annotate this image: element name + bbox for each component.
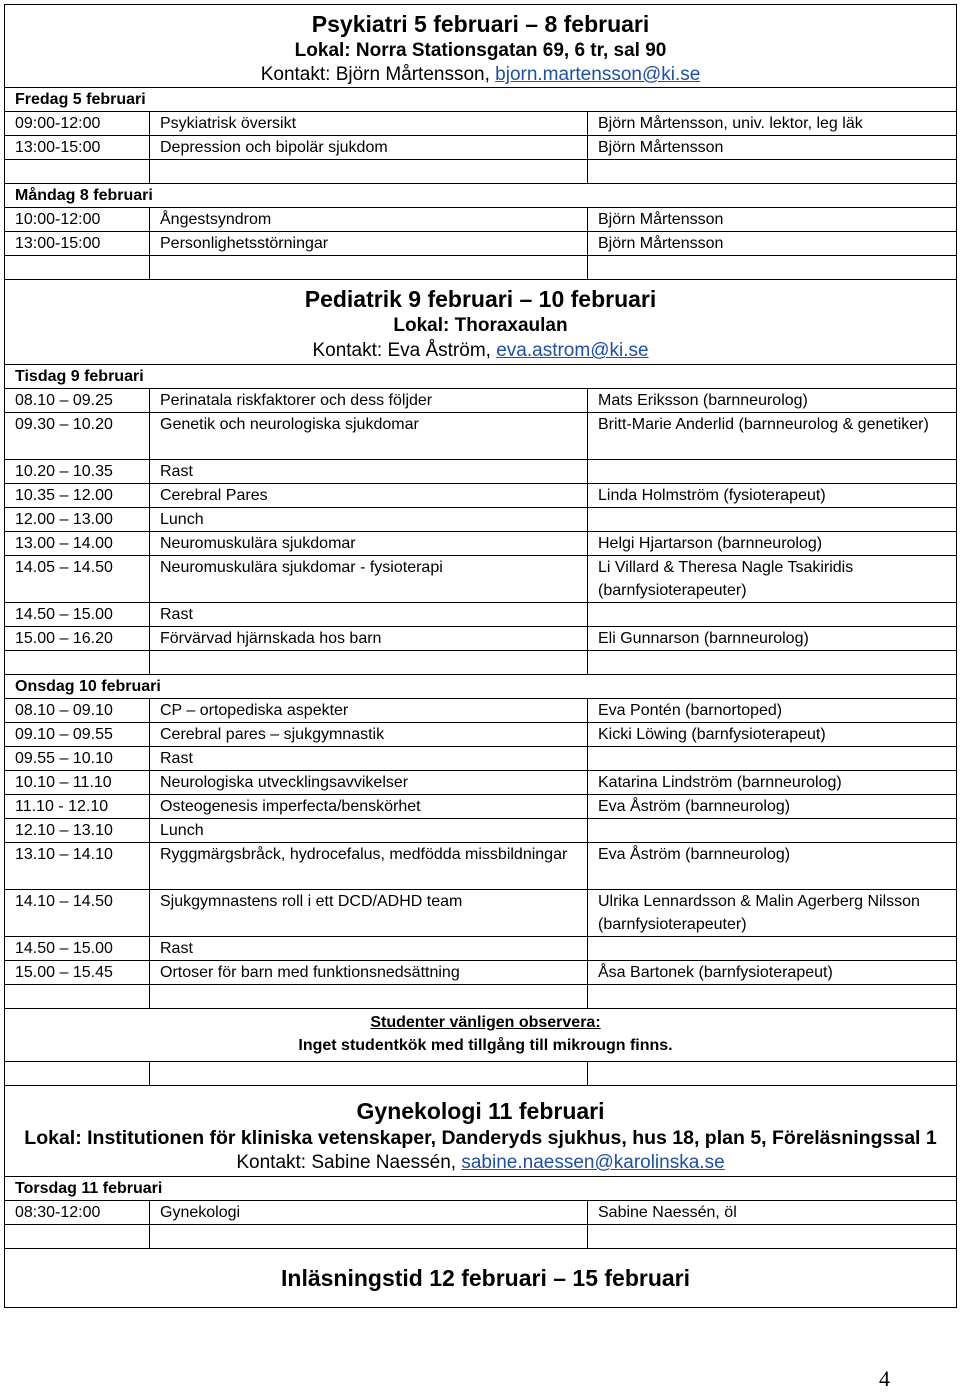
table-row: [5, 627, 957, 651]
topic-cell: Sjukgymnastens roll i ett DCD/ADHD team: [150, 890, 588, 937]
inlasning-title: Inläsningstid 12 februari – 15 februari: [281, 1265, 691, 1291]
day-row: [5, 675, 957, 699]
day-label: Fredag 5 februari: [5, 88, 957, 112]
topic-cell: Neurologiska utvecklingsavvikelser: [150, 771, 588, 795]
day-row: [5, 1177, 957, 1201]
table-row: [5, 961, 957, 985]
speaker-cell: Eli Gunnarson (barnneurolog): [588, 627, 957, 651]
topic-cell: Cerebral Pares: [150, 484, 588, 508]
pediatrik-contact: [5, 338, 956, 364]
time-cell: 10.20 – 10.35: [5, 460, 150, 484]
table-row: [5, 699, 957, 723]
gynekologi-lokal: Lokal: Institutionen för kliniska vetenskaper, Danderyds sjukhus, hus 18, plan 5, Föreläsningssal 1: [24, 1127, 937, 1149]
time-cell: 15.00 – 15.45: [5, 961, 150, 985]
day-label: Måndag 8 februari: [5, 184, 957, 208]
time-cell: 09.10 – 09.55: [5, 723, 150, 747]
psykiatri-title: Psykiatri 5 februari – 8 februari: [311, 11, 650, 37]
spacer-row: [5, 1225, 957, 1249]
topic-cell: Genetik och neurologiska sjukdomar: [150, 413, 588, 460]
day-row: [5, 365, 957, 389]
pediatrik-contact-label: Kontakt: Eva Åström,: [312, 340, 497, 361]
speaker-cell: Åsa Bartonek (barnfysioterapeut): [588, 961, 957, 985]
topic-cell: Rast: [150, 460, 588, 484]
topic-cell: Psykiatrisk översikt: [150, 112, 588, 136]
speaker-cell: Katarina Lindström (barnneurolog): [588, 771, 957, 795]
time-cell: 14.10 – 14.50: [5, 890, 150, 937]
table-row: [5, 819, 957, 843]
topic-cell: Förvärvad hjärnskada hos barn: [150, 627, 588, 651]
notice-row: [5, 1009, 957, 1062]
topic-cell: Perinatala riskfaktorer och dess följder: [150, 389, 588, 413]
day-label: Tisdag 9 februari: [5, 365, 957, 389]
speaker-cell: Eva Åström (barnneurolog): [588, 843, 957, 890]
time-cell: 09.55 – 10.10: [5, 747, 150, 771]
table-row: [5, 136, 957, 160]
inlasning-row: [5, 1249, 957, 1308]
spacer-row: [5, 256, 957, 280]
speaker-cell: Kicki Löwing (barnfysioterapeut): [588, 723, 957, 747]
time-cell: 13.00 – 14.00: [5, 532, 150, 556]
table-row: [5, 556, 957, 603]
table-row: [5, 890, 957, 937]
time-cell: 13.10 – 14.10: [5, 843, 150, 890]
time-cell: 13:00-15:00: [5, 232, 150, 256]
table-row: [5, 843, 957, 890]
psykiatri-header: [5, 5, 957, 88]
speaker-cell: Mats Eriksson (barnneurolog): [588, 389, 957, 413]
table-row: [5, 208, 957, 232]
time-cell: 14.05 – 14.50: [5, 556, 150, 603]
schedule-table: [4, 4, 957, 1308]
pediatrik-email-link[interactable]: eva.astrom@ki.se: [496, 340, 649, 361]
spacer-row: [5, 985, 957, 1009]
day-label: Torsdag 11 februari: [5, 1177, 957, 1201]
table-row: [5, 747, 957, 771]
topic-cell: Ångestsyndrom: [150, 208, 588, 232]
table-row: [5, 771, 957, 795]
speaker-cell: Sabine Naessén, öl: [588, 1201, 957, 1225]
time-cell: 12.10 – 13.10: [5, 819, 150, 843]
speaker-cell: [588, 603, 957, 627]
table-row: [5, 603, 957, 627]
psykiatri-email-link[interactable]: bjorn.martensson@ki.se: [495, 64, 701, 85]
pediatrik-title: Pediatrik 9 februari – 10 februari: [304, 286, 657, 312]
speaker-cell: [588, 460, 957, 484]
topic-cell: Ortoser för barn med funktionsnedsättning: [150, 961, 588, 985]
topic-cell: CP – ortopediska aspekter: [150, 699, 588, 723]
table-row: [5, 484, 957, 508]
topic-cell: Cerebral pares – sjukgymnastik: [150, 723, 588, 747]
table-row: [5, 389, 957, 413]
notice-text: Inget studentkök med tillgång till mikrougn finns.: [298, 1037, 673, 1054]
speaker-cell: Ulrika Lennardsson & Malin Agerberg Nilsson (barnfysioterapeuter): [588, 890, 957, 937]
speaker-cell: Eva Pontén (barnortoped): [588, 699, 957, 723]
topic-cell: Gynekologi: [150, 1201, 588, 1225]
table-row: [5, 460, 957, 484]
schedule-page: [4, 4, 956, 1308]
speaker-cell: Björn Mårtensson: [588, 208, 957, 232]
topic-cell: Rast: [150, 603, 588, 627]
topic-cell: Rast: [150, 937, 588, 961]
table-row: [5, 532, 957, 556]
topic-cell: Lunch: [150, 508, 588, 532]
speaker-cell: Britt-Marie Anderlid (barnneurolog & genetiker): [588, 413, 957, 460]
table-row: [5, 112, 957, 136]
time-cell: 14.50 – 15.00: [5, 937, 150, 961]
topic-cell: Lunch: [150, 819, 588, 843]
time-cell: 10.10 – 11.10: [5, 771, 150, 795]
table-row: [5, 232, 957, 256]
topic-cell: Neuromuskulära sjukdomar - fysioterapi: [150, 556, 588, 603]
psykiatri-contact-label: Kontakt: Björn Mårtensson,: [260, 64, 496, 85]
spacer-row: [5, 651, 957, 675]
table-row: [5, 413, 957, 460]
gynekologi-header: [5, 1086, 957, 1177]
speaker-cell: Linda Holmström (fysioterapeut): [588, 484, 957, 508]
day-label: Onsdag 10 februari: [5, 675, 957, 699]
pediatrik-lokal: Lokal: Thoraxaulan: [393, 315, 568, 336]
spacer-row: [5, 160, 957, 184]
speaker-cell: Eva Åström (barnneurolog): [588, 795, 957, 819]
time-cell: 08:30-12:00: [5, 1201, 150, 1225]
table-row: [5, 937, 957, 961]
table-row: [5, 795, 957, 819]
time-cell: 08.10 – 09.10: [5, 699, 150, 723]
pediatrik-header: [5, 280, 957, 365]
topic-cell: Depression och bipolär sjukdom: [150, 136, 588, 160]
topic-cell: Ryggmärgsbråck, hydrocefalus, medfödda missbildningar: [150, 843, 588, 890]
gynekologi-email-link[interactable]: sabine.naessen@karolinska.se: [461, 1152, 725, 1173]
speaker-cell: [588, 819, 957, 843]
topic-cell: Neuromuskulära sjukdomar: [150, 532, 588, 556]
time-cell: 12.00 – 13.00: [5, 508, 150, 532]
time-cell: 15.00 – 16.20: [5, 627, 150, 651]
speaker-cell: [588, 937, 957, 961]
time-cell: 10.35 – 12.00: [5, 484, 150, 508]
time-cell: 09.30 – 10.20: [5, 413, 150, 460]
gynekologi-title: Gynekologi 11 februari: [356, 1098, 605, 1124]
psykiatri-lokal: Lokal: Norra Stationsgatan 69, 6 tr, sal 90: [294, 40, 667, 61]
speaker-cell: Helgi Hjartarson (barnneurolog): [588, 532, 957, 556]
time-cell: 13:00-15:00: [5, 136, 150, 160]
time-cell: 09:00-12:00: [5, 112, 150, 136]
speaker-cell: Björn Mårtensson, univ. lektor, leg läk: [588, 112, 957, 136]
psykiatri-contact: [5, 63, 956, 87]
topic-cell: Rast: [150, 747, 588, 771]
speaker-cell: [588, 508, 957, 532]
spacer-row: [5, 1062, 957, 1086]
page-number: 4: [879, 1366, 890, 1391]
time-cell: 11.10 - 12.10: [5, 795, 150, 819]
topic-cell: Personlighetsstörningar: [150, 232, 588, 256]
time-cell: 14.50 – 15.00: [5, 603, 150, 627]
time-cell: 08.10 – 09.25: [5, 389, 150, 413]
table-row: [5, 723, 957, 747]
table-row: [5, 508, 957, 532]
table-row: [5, 1201, 957, 1225]
speaker-cell: Björn Mårtensson: [588, 232, 957, 256]
speaker-cell: Björn Mårtensson: [588, 136, 957, 160]
day-row: [5, 88, 957, 112]
gynekologi-contact-label: Kontakt: Sabine Naessén,: [236, 1152, 462, 1173]
notice-heading: Studenter vänligen observera:: [370, 1014, 601, 1031]
time-cell: 10:00-12:00: [5, 208, 150, 232]
speaker-cell: [588, 747, 957, 771]
day-row: [5, 184, 957, 208]
gynekologi-contact: [5, 1150, 956, 1176]
speaker-cell: Li Villard & Theresa Nagle Tsakiridis (barnfysioterapeuter): [588, 556, 957, 603]
topic-cell: Osteogenesis imperfecta/benskörhet: [150, 795, 588, 819]
